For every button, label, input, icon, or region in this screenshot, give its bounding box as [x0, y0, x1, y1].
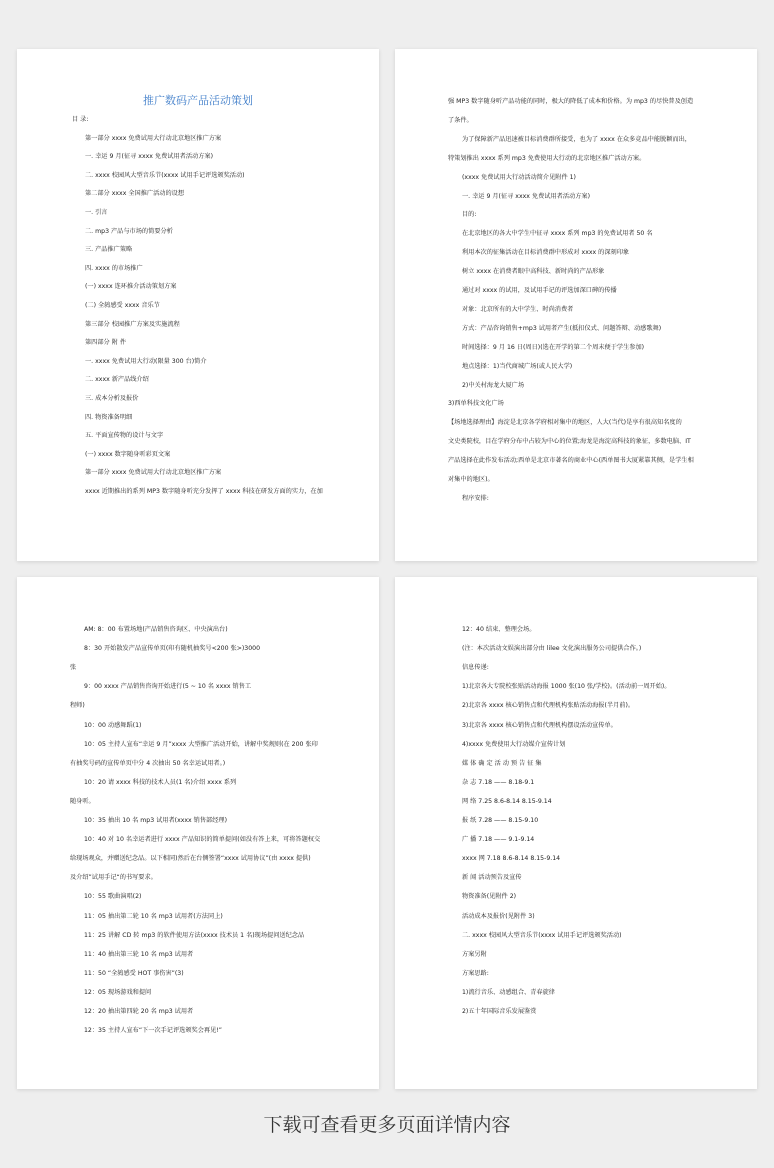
text-line: 四. xxxx 的市场推广 — [85, 264, 143, 272]
text-line: 为了保障新产品迅速被目标消费群所接受，也为了 xxxx 在众多竞品中能脱颖而出， — [462, 135, 691, 143]
text-line: (二) 全鸫感受 xxxx 音乐节 — [85, 302, 160, 309]
text-line: 给现场观众，并赠送纪念品。以下相同)然后在台侧签署“xxxx 试用协议”(由 xxxx 提供) — [70, 855, 311, 863]
text-line: 通过对 xxxx 的试用，及试用手记的评选加深口碑的传播 — [462, 287, 617, 294]
text-line: 地点选择：1)当代商城广场(或人民大学) — [462, 362, 573, 370]
text-line: 程师) — [70, 702, 85, 710]
text-line: 1)流行音乐、动感组合、青春旋律 — [462, 988, 555, 996]
text-line: 11：25 讲解 CD 转 mp3 的软件使用方法(xxxx 技术员 1 名)现场提问送纪念品 — [84, 931, 305, 939]
text-line: 物资准备(见附件 2) — [462, 893, 517, 901]
document-page-2 — [395, 49, 757, 561]
document-page-1 — [17, 49, 379, 561]
text-line: 11：05 抽出第二轮 10 名 mp3 试用者(方法同上) — [84, 912, 223, 920]
text-line: 3)北京各 xxxx 核心销售点和代理机构摆设活动宣传单。 — [462, 721, 617, 729]
document-title: 推广数码产品活动策划 — [143, 94, 253, 107]
document-page-4 — [395, 577, 757, 1089]
text-line: 11：50 “全鸫感受 HOT 事伤害”(3) — [84, 969, 184, 977]
text-line: 第一部分 xxxx 免费试用大行动北京地区推广方案 — [85, 134, 222, 142]
text-line: 信息传递: — [462, 664, 489, 672]
text-line: 8：30 开始散发产品宣传单页(印有随机抽奖号<200 张>)3000 — [84, 645, 261, 653]
text-line: xxxx 近期推出的系列 MP3 数字随身听充分发挥了 xxxx 科技在研发方面的实力，在加 — [85, 488, 323, 495]
text-line: 活动成本及报价(见附件 3) — [462, 912, 535, 920]
text-line: 1)北京各大专院校张贴活动海报 1000 张(10 张/学校)。(活动前一周开始)。 — [462, 683, 671, 691]
text-line: 对集中的地区)。 — [448, 476, 494, 483]
text-line: 三. 产品推广策略 — [85, 246, 133, 254]
text-line: 10：00 动感舞蹈(1) — [84, 721, 142, 729]
text-line: 产品选择在此作发布活动;西单是北京市著名的商业中心(西单图书大厦紧靠其侧，是学生相 — [448, 457, 694, 465]
text-line: 报 纸 7.28 —— 8.15-9.10 — [462, 817, 539, 824]
text-line: 网 络 7.25 8.6-8.14 8.15-9.14 — [462, 797, 552, 805]
text-line: 10：40 对 10 名幸运者进行 xxxx 产品知识的简单提问(如没有答上来，可将答题权交 — [84, 836, 321, 844]
text-line: 文史类院校，目在学府分布中占较为中心的位置;海龙是海淀高科技的象征，多数电脑、IT — [448, 438, 691, 446]
text-line: 广 播 7.18 —— 9.1-9.14 — [462, 836, 535, 844]
text-line: 10：35 抽出 10 名 mp3 试用者(xxxx 销售部经理) — [84, 817, 228, 824]
text-line: 第四部分 附 件 — [85, 339, 127, 347]
text-line: 利用本次的征集活动在目标消费群中形成对 xxxx 的深刻印象 — [462, 249, 630, 257]
text-line: (一) xxxx 连环推介活动策划方案 — [85, 283, 177, 291]
text-line: 杂 志 7.18 —— 8.18-9.1 — [462, 778, 535, 786]
text-line: 一. 引言 — [85, 209, 108, 216]
text-line: 强 MP3 数字随身听产品功能的同时，极大的降低了成本和价格。为 mp3 的尽快普及创造 — [448, 98, 694, 105]
text-line: 了条件。 — [448, 116, 473, 124]
text-line: 一. 幸运 9 月(征寻 xxxx 免费试用者活动方案) — [462, 192, 591, 200]
text-line: 一. xxxx 免费试用大行动(限量 300 台)简介 — [85, 357, 207, 365]
text-line: AM: 8：00 布置场地(产品销售咨询区、中央演出台) — [84, 626, 228, 633]
text-line: 媒 体 确 定 活 动 预 告 征 集 — [462, 759, 542, 767]
text-line: 时间选择：9 月 16 日(周日)(选在开学的第二个周末便于学生参加) — [462, 343, 645, 351]
text-line: 2)中关村海龙大厦广场 — [462, 381, 525, 389]
text-line: 第一部分 xxxx 免费试用大行动北京地区推广方案 — [85, 469, 222, 477]
text-line: 方式：产品咨询销售+mp3 试用者产生(抵扣仪式、问题答辩、动感歌舞) — [462, 324, 662, 332]
text-line: 五. 平面宣传物的设计与文字 — [85, 432, 164, 440]
text-line: 12：40 结束、整理会场。 — [462, 626, 536, 633]
text-line: 随身听。 — [70, 797, 95, 805]
text-line: (注：本次活动文娱演出部分由 lilee 文化演出服务公司提供合作。) — [462, 645, 642, 653]
text-line: 二. xxxx 新产品线介绍 — [85, 376, 149, 384]
text-line: 树立 xxxx 在消费者眼中高科技、新时尚的产品形象 — [462, 268, 605, 276]
text-line: 有抽奖号码的宣传单页中分 4 次抽出 50 名幸运试用者。) — [70, 759, 226, 767]
text-line: 一. 幸运 9 月(征寻 xxxx 免费试用者活动方案) — [85, 153, 214, 161]
text-line: 10：20 请 xxxx 科技的技术人员(1 名)介绍 xxxx 系列 — [84, 778, 237, 786]
text-line: 及介绍”试用手记“的书写要求。 — [70, 874, 157, 882]
text-line: 二. mp3 产品与市场的简要分析 — [85, 227, 173, 235]
text-line: 目 录: — [72, 116, 89, 123]
text-line: 10：05 主持人宣布“幸运 9 月”xxxx 大型推广活动开始，讲解中奖规则(在 200 张印 — [84, 740, 318, 748]
text-line: 方案思路: — [462, 969, 489, 977]
text-line: 【场地选择理由】海淀是北京各学府相对集中的地区，人大(当代)是享有很高知名度的 — [448, 419, 682, 427]
text-line: 第二部分 xxxx 全国推广活动的设想 — [85, 190, 185, 198]
text-line: 目的: — [462, 211, 477, 219]
text-line: 程序安排: — [462, 494, 489, 502]
text-line: (xxxx 免费试用大行动活动简介见附件 1) — [462, 173, 576, 181]
text-line: 12：35 主持人宣布“下一次手记评选颁奖会再见!” — [84, 1027, 222, 1035]
text-line: 4)xxxx 免费使用大行动媒介宣传计划 — [462, 740, 566, 748]
text-line: 对象：北京所有的大中学生、时尚消费者 — [462, 305, 574, 313]
text-line: 方案另附 — [462, 950, 487, 958]
text-line: (一) xxxx 数字随身听彩页文案 — [85, 450, 171, 458]
text-line: 特策划推出 xxxx 系列 mp3 免费使用大行动的北京地区推广活动方案。 — [448, 154, 646, 162]
text-line: 11：40 抽出第三轮 10 名 mp3 试用者 — [84, 950, 194, 958]
text-line: 在北京地区的各大中学生中征寻 xxxx 系列 mp3 的免费试用者 50 名 — [462, 230, 653, 238]
text-line: 张 — [70, 664, 77, 672]
text-line: 2)北京各 xxxx 核心销售点和代理机构张贴活动海报(半月前)。 — [462, 702, 635, 710]
text-line: 10：55 歌曲演唱(2) — [84, 893, 142, 901]
text-line: 12：20 抽出第四轮 20 名 mp3 试用者 — [84, 1008, 194, 1015]
text-line: 三. 成本分析及报价 — [85, 395, 139, 402]
document-page-3 — [17, 577, 379, 1089]
text-line: xxxx 网 7.18 8.6-8.14 8.15-9.14 — [462, 855, 561, 863]
text-line: 3)西单科技文化广场 — [448, 400, 504, 408]
text-line: 二. xxxx 校园风大型音乐节(xxxx 试用手记评选颁奖活动) — [85, 171, 245, 179]
text-line: 新 闻 活动预告及宣传 — [462, 874, 522, 882]
text-line: 9：00 xxxx 产品销售咨询开始进行(5 ~ 10 名 xxxx 销售工 — [84, 683, 252, 691]
text-line: 12：05 现场游戏和提问 — [84, 988, 152, 996]
text-line: 2)五十年国际音乐发展鉴赏 — [462, 1008, 537, 1015]
text-line: 二. xxxx 校园风大型音乐节(xxxx 试用手记评选颁奖活动) — [462, 931, 622, 939]
text-line: 四. 物资准备明细 — [85, 413, 133, 421]
text-line: 第三部分 校园推广方案及实施流程 — [85, 320, 180, 328]
download-more-caption[interactable]: 下载可查看更多页面详情内容 — [263, 1114, 511, 1136]
